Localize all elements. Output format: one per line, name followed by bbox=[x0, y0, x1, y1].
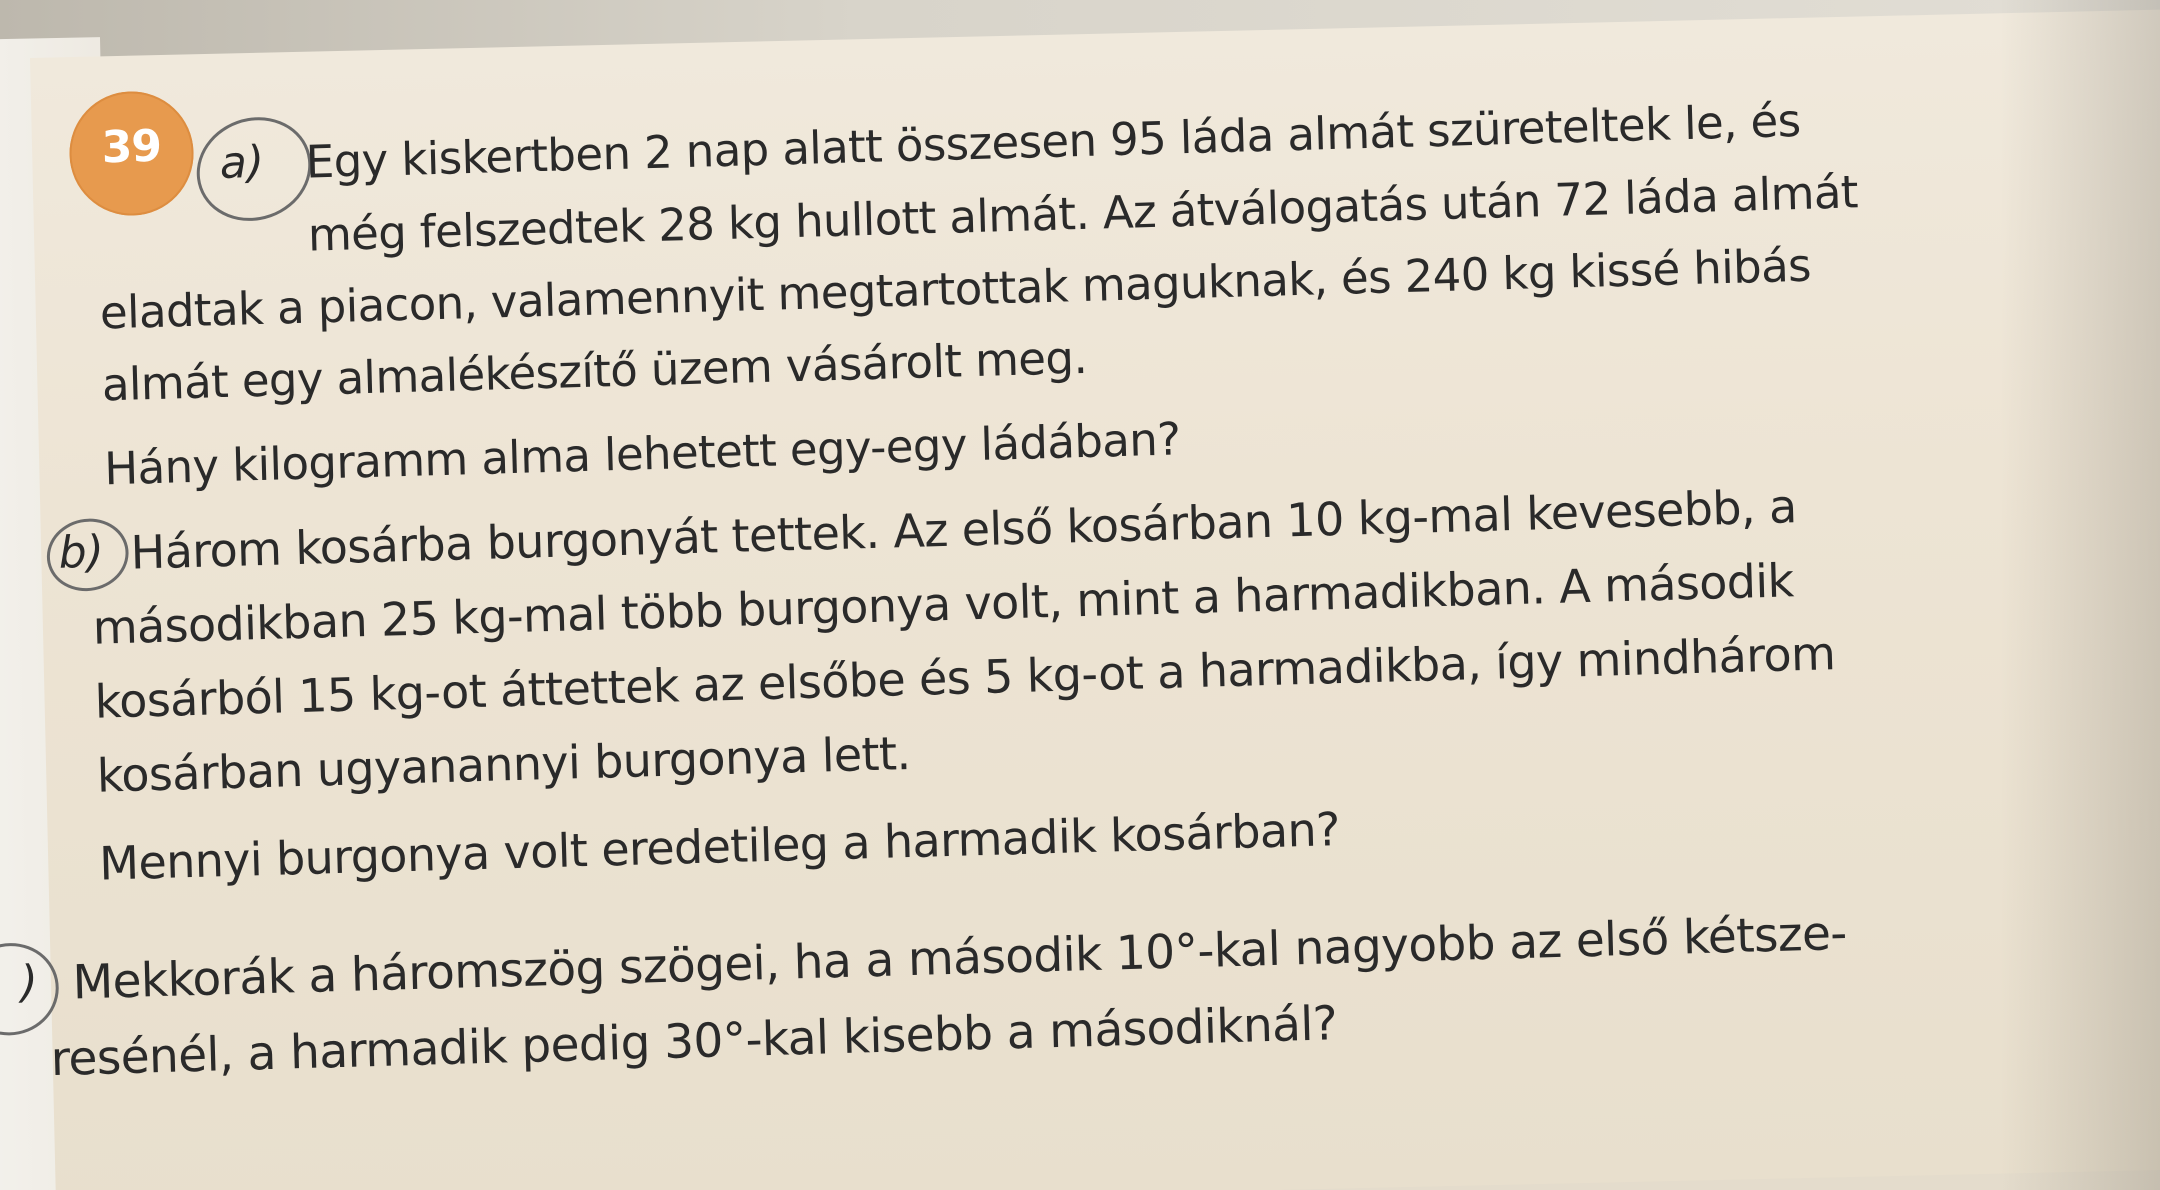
part-a-line-1: Egy kiskertben 2 nap alatt összesen 95 láda almát szüreteltek le, és bbox=[305, 93, 1802, 189]
part-c-line-2: resénél, a harmadik pedig 30°-kal kisebb a másodiknál? bbox=[50, 996, 1338, 1088]
part-b-line-4: kosárban ugyanannyi burgonya lett. bbox=[96, 726, 912, 803]
exercise-number-badge bbox=[68, 90, 195, 217]
part-b-label: b) bbox=[57, 526, 105, 579]
part-c-line-1: Mekkorák a háromszög szögei, ha a második 10°-kal nagyobb az első kétsze- bbox=[71, 905, 1848, 1011]
part-a-label: a) bbox=[219, 136, 265, 190]
part-a-line-2: még felszedtek 28 kg hullott almát. Az átválogatás után 72 láda almát bbox=[307, 165, 1859, 262]
part-b-question: Mennyi burgonya volt eredetileg a harmadik kosárban? bbox=[98, 802, 1341, 891]
part-a-line-4: almát egy almalékészítő üzem vásárolt meg. bbox=[101, 330, 1088, 412]
part-a-line-3: eladtak a piacon, valamennyit megtartottak maguknak, és 240 kg kissé hibás bbox=[99, 238, 1812, 340]
part-a-question: Hány kilogramm alma lehetett egy-egy ládában? bbox=[103, 412, 1182, 496]
part-c-label: ) bbox=[19, 956, 39, 1008]
part-b-line-3: kosárból 15 kg-ot áttettek az elsőbe és 5 kg-ot a harmadikba, így mindhárom bbox=[94, 626, 1836, 729]
exercise-number: 39 bbox=[101, 120, 162, 174]
part-b-line-2: másodikban 25 kg-mal több burgonya volt, mint a harmadikban. A második bbox=[92, 553, 1795, 655]
part-b-line-1: Három kosárba burgonyát tettek. Az első kosárban 10 kg-mal kevesebb, a bbox=[129, 479, 1798, 580]
